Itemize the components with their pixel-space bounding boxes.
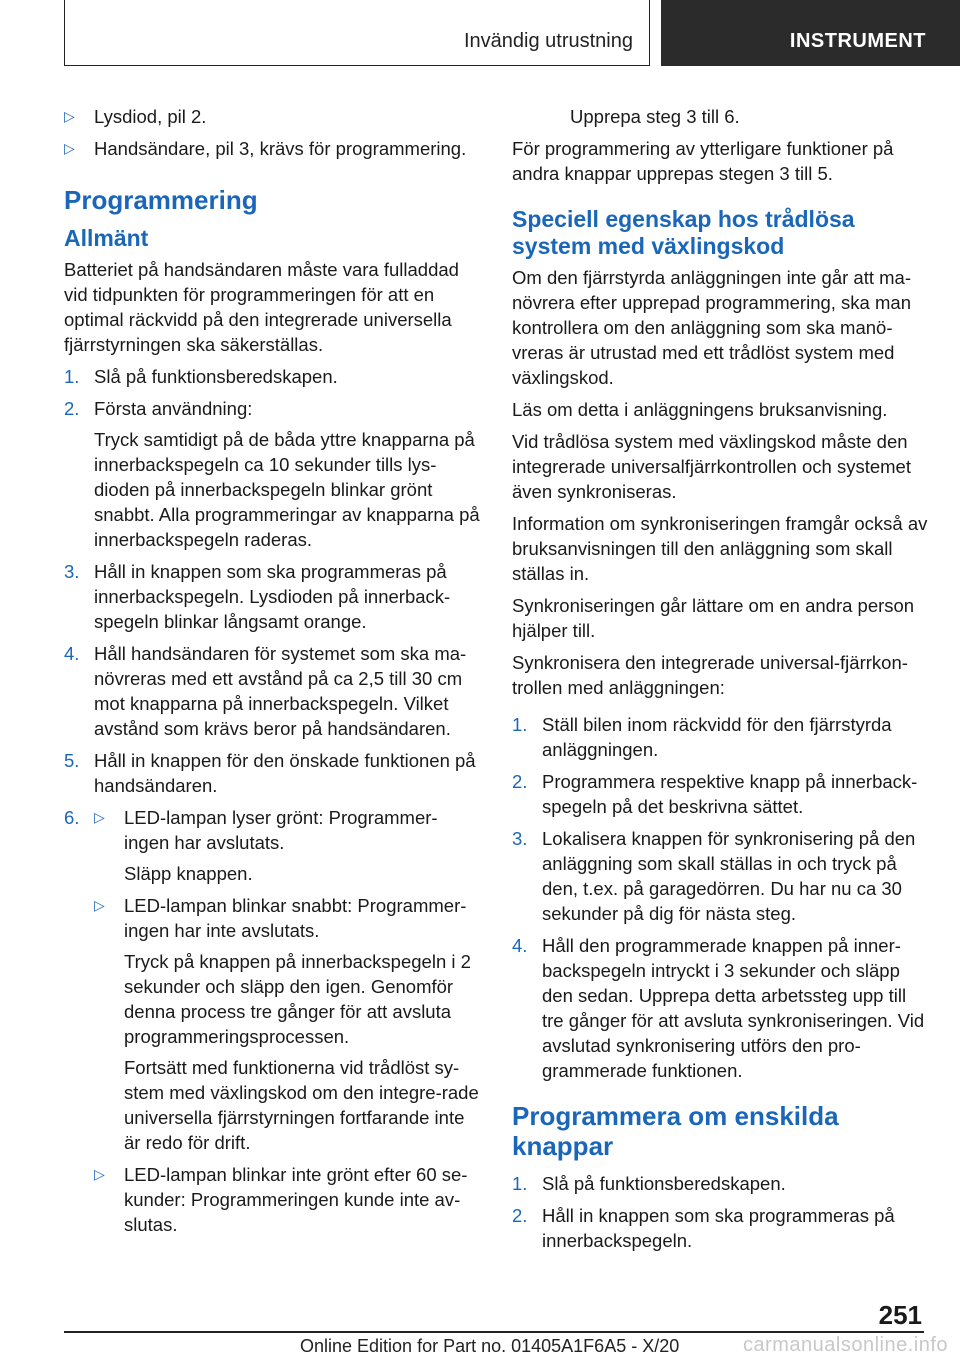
step-item <box>64 748 482 798</box>
step-item <box>512 769 932 819</box>
right-column <box>512 104 932 1260</box>
step-text: Lokalisera knappen för synkronisering på den anläggning som skall ställas in och tryck på den, t.ex. på garagedörren. Du har nu ca 30 sekunder på dig för nästa steg. <box>542 828 916 924</box>
step-item <box>64 641 482 741</box>
step-item <box>64 396 482 552</box>
step-number: 3. <box>64 561 80 582</box>
list-item: ▷ Handsändare, pil 3, krävs för programmering. <box>64 138 467 159</box>
step-number: 6. <box>64 807 80 828</box>
triangle-right-icon: ▷ <box>64 108 75 124</box>
footer-divider <box>64 1331 924 1333</box>
list-item: ▷ LED-lampan lyser grönt: Programmer‐ingen har avslutats. Släpp knappen. <box>94 807 438 884</box>
step-item <box>64 805 482 1237</box>
header-chapter-title: INSTRUMENT <box>789 30 926 52</box>
triangle-right-icon: ▷ <box>94 1166 105 1182</box>
step-text: Första användning: <box>94 398 253 419</box>
step-number: 1. <box>512 714 528 735</box>
header-section-title: Invändig utrustning <box>463 30 633 52</box>
step-text: Håll in knappen som ska programmeras på innerbackspegeln. Lysdioden på innerback‐spegeln blinkar långsamt orange. <box>94 561 451 632</box>
step-number: 4. <box>64 643 80 664</box>
left-column <box>64 104 482 1244</box>
step-item <box>512 1203 932 1253</box>
step-subtext: Tryck samtidigt på de båda yttre knapparna på innerbackspegeln ca 10 sekunder tills lys‐dioden på innerbackspegeln blinkar grönt snabbt. Alla programmeringar av knapparna på innerbackspegeln raderas. <box>94 429 480 550</box>
header-section-tab <box>64 0 650 66</box>
step-number: 1. <box>512 1173 528 1194</box>
step-item <box>512 1171 932 1196</box>
step-text: Håll handsändaren för systemet som ska ma‐növreras med ett avstånd på ca 2,5 till 30 cm mot knapparna på innerbackspegeln. Vilket avstånd som krävs beror på handsändaren. <box>94 643 467 739</box>
step-text: Ställ bilen inom räckvidd för den fjärrstyrda anläggningen. <box>542 714 892 760</box>
step-item <box>512 826 932 926</box>
step-text: Håll den programmerade knappen på inner‐backspegeln intryckt i 3 sekunder och släpp den sedan. Upprepa detta arbetssteg upp till tre gånger för att avsluta synkroniseringen. Vid avslutad synkronisering utförs den pro‐grammerade funktionen. <box>542 935 925 1081</box>
subsection-heading: Allmänt <box>64 225 149 251</box>
watermark: carmanualsonline.info <box>742 1334 948 1356</box>
paragraph: Vid trådlösa system med växlingskod måste den integrerade universalfjärrkontrollen och systemet även synkroniseras. <box>512 431 911 502</box>
step-number: 5. <box>64 750 80 771</box>
paragraph: Batteriet på handsändaren måste vara fulladdad vid tidpunkten för programmeringen för att en optimal räckvidd på den integrerade universella fjärrstyrningen ska säkerställas. <box>64 259 459 355</box>
paragraph: Om den fjärrstyrda anläggningen inte går att ma‐növrera efter upprepad programmering, ska man kontrollera om den anläggning som ska manö‐vreras är utrustad med ett trådlöst system med växlingskod. <box>512 267 911 388</box>
step-text: Slå på funktionsberedskapen. <box>94 366 338 387</box>
step-text: Håll in knappen som ska programmeras på innerbackspegeln. <box>542 1205 895 1251</box>
subsection-heading: Speciell egenskap hos trådlösa system med växlingskod <box>512 206 855 259</box>
paragraph: Läs om detta i anläggningens bruksanvisning. <box>512 399 888 420</box>
list-item: ▷ LED-lampan blinkar snabbt: Programmer‐ingen har inte avslutats. Tryck på knappen på innerbackspegeln i 2 sekunder och släpp den igen. Genomför denna process tre gånger för att avsluta programmeringsprocessen. Fortsätt med funktionerna vid trådlöst sy‐stem med växlingskod om den integre‐rade universella fjärrstyrningen fortfarande inte är redo för drift. <box>94 895 479 1153</box>
section-heading: Programmera om enskilda knappar <box>512 1101 839 1161</box>
triangle-right-icon: ▷ <box>94 897 105 913</box>
step-number: 3. <box>512 828 528 849</box>
paragraph: Synkroniseringen går lättare om en andra person hjälper till. <box>512 595 915 641</box>
step-number: 4. <box>512 935 528 956</box>
paragraph: Information om synkroniseringen framgår också av bruksanvisningen till den anläggning som skall ställas in. <box>512 513 928 584</box>
step-text: Slå på funktionsberedskapen. <box>542 1173 786 1194</box>
step-number: 2. <box>64 398 80 419</box>
step-number: 2. <box>512 1205 528 1226</box>
paragraph: Synkronisera den integrerade universal-fjärrkon‐trollen med anläggningen: <box>512 652 908 698</box>
section-heading: Programmering <box>64 185 258 215</box>
step-text: Håll in knappen för den önskade funktionen på handsändaren. <box>94 750 476 796</box>
step-item <box>64 559 482 634</box>
page-number: 251 <box>878 1300 922 1330</box>
triangle-right-icon: ▷ <box>64 140 75 156</box>
step-item <box>64 364 482 389</box>
list-item: ▷ Lysdiod, pil 2. <box>64 106 207 127</box>
step-number: 2. <box>512 771 528 792</box>
step-text: Programmera respektive knapp på innerback‐spegeln på det beskrivna sättet. <box>542 771 918 817</box>
paragraph: För programmering av ytterligare funktioner på andra knappar upprepas stegen 3 till 5. <box>512 138 894 184</box>
step-number: 1. <box>64 366 80 387</box>
triangle-right-icon: ▷ <box>94 809 105 825</box>
step-item <box>512 933 932 1083</box>
list-item: ▷ LED-lampan blinkar inte grönt efter 60 se‐kunder: Programmeringen kunde inte av‐slutas. <box>94 1164 468 1235</box>
footer-edition: Online Edition for Part no. 01405A1F6A5 - X/20 <box>300 1336 680 1356</box>
header-chapter-tab <box>661 0 960 66</box>
paragraph: Upprepa steg 3 till 6. <box>570 106 740 127</box>
step-item <box>512 712 932 762</box>
